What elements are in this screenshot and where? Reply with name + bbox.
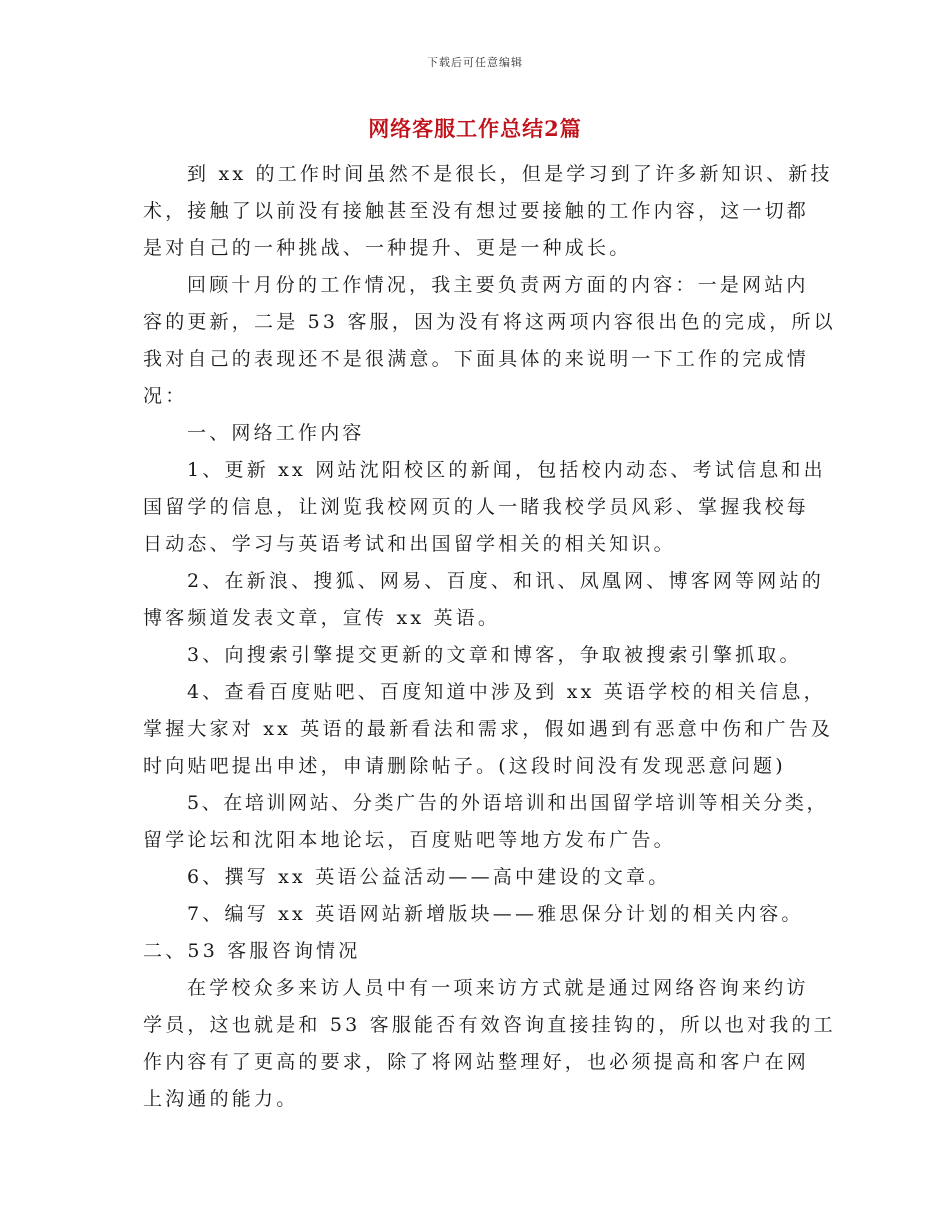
paragraph-line: 时向贴吧提出申述，申请删除帖子。(这段时间没有发现恶意问题): [143, 755, 786, 777]
paragraph-line: 上沟通的能力。: [143, 1088, 299, 1110]
paragraph-line: 博客频道发表文章，宣传 xx 英语。: [143, 607, 501, 629]
paragraph-line: 我对自己的表现还不是很满意。下面具体的来说明一下工作的完成情: [143, 348, 810, 370]
header-note: 下载后可任意编辑: [427, 56, 523, 69]
paragraph-line: 国留学的信息，让浏览我校网页的人一睹我校学员风彩、掌握我校每: [143, 496, 810, 518]
paragraph-line: 3、向搜索引擎提交更新的文章和博客，争取被搜索引擎抓取。: [187, 644, 802, 666]
paragraph-line: 掌握大家对 xx 英语的最新看法和需求，假如遇到有恶意中伤和广告及: [143, 718, 834, 740]
paragraph-line: 回顾十月份的工作情况，我主要负责两方面的内容：一是网站内: [187, 274, 809, 296]
paragraph-line: 6、撰写 xx 英语公益活动——高中建设的文章。: [187, 866, 671, 888]
paragraph-line: 5、在培训网站、分类广告的外语培训和出国留学培训等相关分类，: [187, 792, 829, 814]
paragraph-line: 日动态、学习与英语考试和出国留学相关的相关知识。: [143, 533, 676, 555]
section-heading: 二、53 客服咨询情况: [143, 940, 361, 962]
paragraph-line: 学员，这也就是和 53 客服能否有效咨询直接挂钩的，所以也对我的工: [143, 1014, 836, 1036]
paragraph-line: 在学校众多来访人员中有一项来访方式就是通过网络咨询来约访: [187, 977, 809, 999]
paragraph-line: 到 xx 的工作时间虽然不是很长，但是学习到了许多新知识、新技: [187, 163, 833, 185]
paragraph-line: 留学论坛和沈阳本地论坛，百度贴吧等地方发布广告。: [143, 829, 676, 851]
paragraph-line: 是对自己的一种挑战、一种提升、更是一种成长。: [143, 237, 632, 259]
document-title: 网络客服工作总结2篇: [368, 116, 582, 141]
paragraph-line: 容的更新，二是 53 客服，因为没有将这两项内容很出色的完成，所以: [143, 311, 836, 333]
paragraph-line: 7、编写 xx 英语网站新增版块——雅思保分计划的相关内容。: [187, 903, 804, 925]
section-heading: 一、网络工作内容: [187, 422, 365, 444]
paragraph-line: 2、在新浪、搜狐、网易、百度、和讯、凤凰网、博客网等网站的: [187, 570, 824, 592]
paragraph-line: 4、查看百度贴吧、百度知道中涉及到 xx 英语学校的相关信息，: [187, 681, 826, 703]
paragraph-line: 况：: [143, 385, 188, 407]
paragraph-line: 术，接触了以前没有接触甚至没有想过要接触的工作内容，这一切都: [143, 200, 810, 222]
paragraph-line: 1、更新 xx 网站沈阳校区的新闻，包括校内动态、考试信息和出: [187, 459, 826, 481]
paragraph-line: 作内容有了更高的要求，除了将网站整理好，也必须提高和客户在网: [143, 1051, 810, 1073]
